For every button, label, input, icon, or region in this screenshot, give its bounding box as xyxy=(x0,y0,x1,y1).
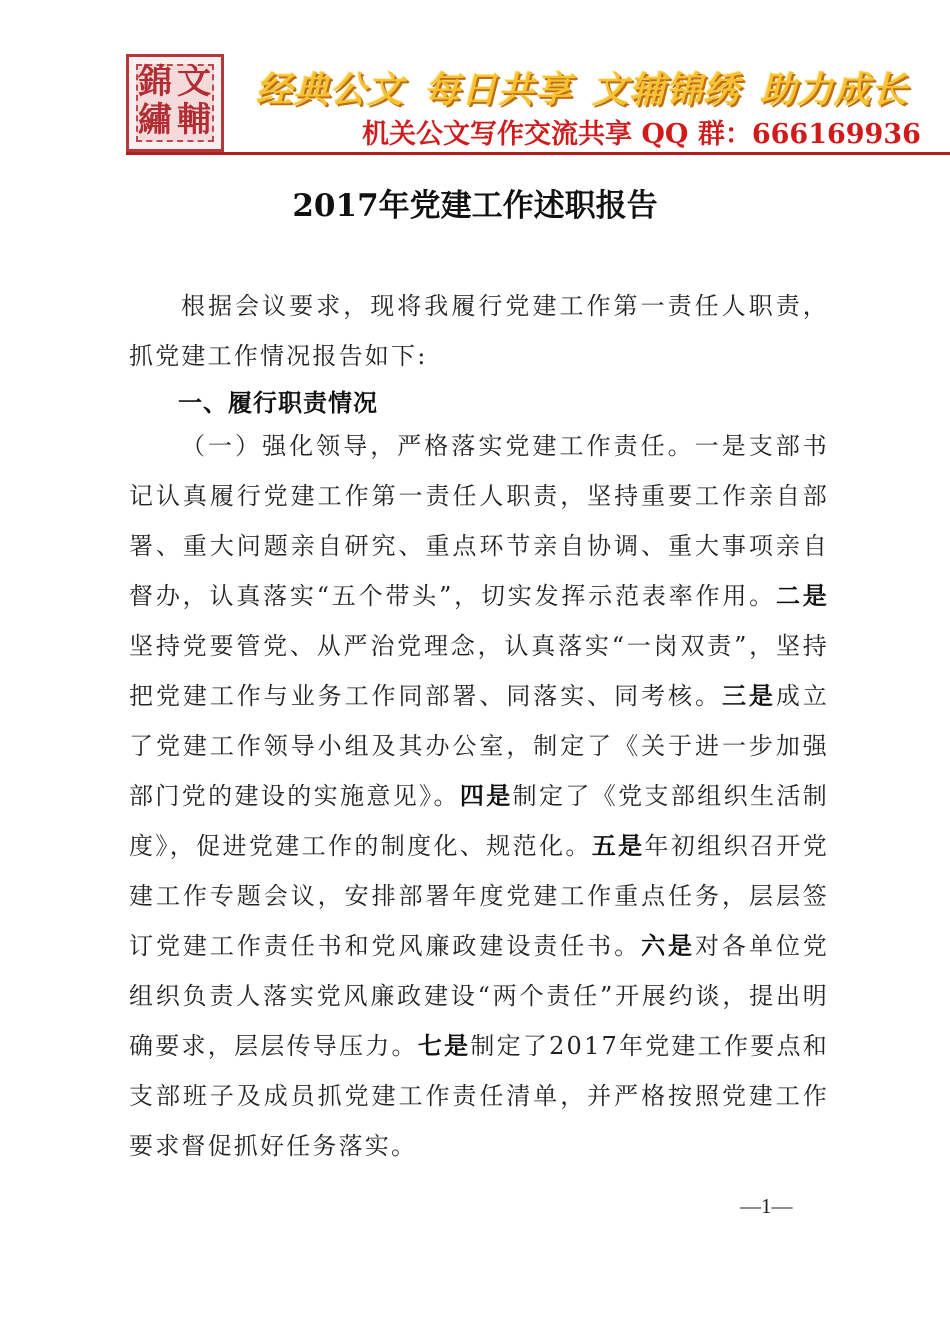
keyword-emphasis: 三是 xyxy=(721,682,776,710)
seal-char: 繡 xyxy=(138,100,172,140)
document-title: 2017年党建工作述职报告 xyxy=(292,188,658,224)
paragraph-text: 年初组织召开党建工作专题会议，安排部署年度党建工作重点任务，层层签订党建工作责任书和党风廉政建设责任书。 xyxy=(129,832,830,960)
seal-char: 錦 xyxy=(138,62,172,102)
keyword-emphasis: 四是 xyxy=(459,782,513,810)
paragraph-text: 制定了《党支部组织生活制度》，促进党建工作的制度化、规范化。 xyxy=(129,782,829,860)
banner-qq-group: 机关公文写作交流共享 QQ 群：666169936 xyxy=(362,119,921,150)
logo-seal xyxy=(126,54,224,152)
banner-slogan: 每日共享 xyxy=(424,70,573,111)
seal-char: 輔 xyxy=(177,100,211,140)
paragraph-text: （一）强化领导，严格落实党建工作责任。一是支部书记认真履行党建工作第一责任人职责，坚持重要工作亲自部署、重大问题亲自研究、重点环节亲自协调、重大事项亲自督办，认真落实“五个带头”，切实发挥示范表率作用。 xyxy=(129,432,829,610)
banner-slogan: 文辅锦绣 xyxy=(592,70,741,111)
section-heading: 一、履行职责情况 xyxy=(178,389,378,417)
paragraph-text: 坚持党要管党、从严治党理念，认真落实“一岗双责”，坚持把党建工作与业务工作同部署、同落实、同考核。 xyxy=(129,632,829,710)
page-number: —1— xyxy=(740,1194,793,1218)
seal-char: 文 xyxy=(177,62,211,102)
banner-slogan: 助力成长 xyxy=(760,70,909,111)
keyword-emphasis: 七是 xyxy=(417,1032,471,1060)
banner-slogans xyxy=(256,62,950,118)
banner-divider xyxy=(126,152,950,155)
keyword-emphasis: 五是 xyxy=(591,832,645,860)
paragraph-text: 对各单位党组织负责人落实党风廉政建设“两个责任”开展约谈，提出明确要求，层层传导压力。 xyxy=(129,932,829,1060)
body-paragraph xyxy=(129,421,829,1171)
banner-slogan: 经典公文 xyxy=(256,70,405,111)
keyword-emphasis: 六是 xyxy=(641,932,695,960)
paragraph-text: 成立了党建工作领导小组及其办公室，制定了《关于进一步加强部门党的建设的实施意见》。 xyxy=(129,682,829,810)
intro-paragraph: 根据会议要求，现将我履行党建工作第一责任人职责，抓党建工作情况报告如下: xyxy=(129,292,829,370)
paragraph-text: 制定了2017年党建工作要点和支部班子及成员抓党建工作责任清单，并严格按照党建工作要求督促抓好任务落实。 xyxy=(129,1032,830,1160)
keyword-emphasis: 二是 xyxy=(775,582,829,610)
